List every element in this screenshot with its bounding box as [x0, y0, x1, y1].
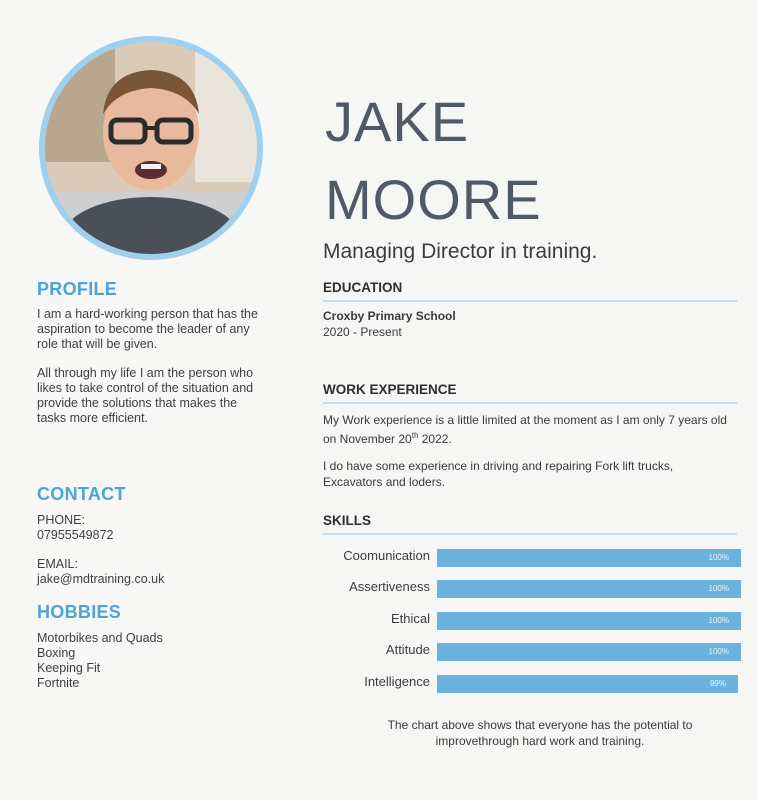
skill-bar	[437, 675, 738, 693]
work-p1-main: My Work experience is a little limited at the moment as I am only 7 years old on November 20	[323, 413, 727, 446]
skill-percent: 100%	[708, 647, 729, 656]
work-p1-end: 2022.	[418, 432, 452, 446]
skill-bar	[437, 580, 741, 598]
hobbies-list	[37, 631, 163, 691]
sidebar	[0, 0, 300, 800]
skill-percent: 100%	[708, 584, 729, 593]
profile-paragraph-1: I am a hard-working person that has the aspiration to become the leader of any role that will be given.	[37, 307, 258, 351]
skill-bar-track	[437, 612, 741, 630]
profile-photo-frame	[39, 36, 263, 260]
email-value: jake@mdtraining.co.uk	[37, 572, 165, 586]
first-name: JAKE	[325, 90, 470, 153]
hobby-item: Fortnite	[37, 676, 80, 690]
skill-label: Intelligence	[364, 674, 430, 689]
phone-value: 07955549872	[37, 528, 114, 542]
work-paragraph-2: I do have some experience in driving and repairing Fork lift trucks, Excavators and loders.	[323, 459, 674, 489]
education-heading: EDUCATION	[323, 280, 737, 302]
profile-photo	[45, 42, 257, 254]
work-p1-sup: th	[411, 431, 419, 440]
profile-heading: PROFILE	[37, 279, 118, 299]
hobby-item: Keeping Fit	[37, 661, 101, 675]
skill-percent: 100%	[708, 553, 729, 562]
skill-bar	[437, 549, 741, 567]
work-paragraph-1	[323, 412, 728, 447]
skill-bar-track	[437, 643, 741, 661]
work-heading: WORK EXPERIENCE	[323, 382, 737, 404]
skill-bar	[437, 612, 741, 630]
hobby-item: Motorbikes and Quads	[37, 631, 163, 645]
skills-heading: SKILLS	[323, 513, 737, 535]
contact-email	[37, 557, 164, 587]
skill-label: Attitude	[385, 642, 430, 657]
hobbies-heading: HOBBIES	[37, 602, 122, 622]
skill-bar-track	[437, 580, 741, 598]
skill-label: Assertiveness	[349, 579, 430, 594]
education-entry	[323, 308, 728, 340]
skill-percent: 99%	[709, 679, 726, 688]
education-dates: 2020 - Present	[323, 325, 402, 339]
skills-caption: The chart above shows that everyone has the potential to improvethrough hard work and training.	[387, 718, 693, 748]
last-name: MOORE	[325, 168, 542, 231]
skill-label: Coomunication	[343, 548, 430, 563]
school-name: Croxby Primary School	[323, 309, 456, 323]
profile-paragraph-2: All through my life I am the person who likes to take control of the situation and provide the solutions that makes the tasks more efficient.	[37, 366, 254, 425]
skill-percent: 100%	[708, 616, 729, 625]
role-title: Managing Director in training.	[323, 240, 598, 263]
phone-label: PHONE:	[37, 513, 85, 527]
skill-bar-track	[437, 549, 741, 567]
skill-bar-track	[437, 675, 741, 693]
contact-phone	[37, 513, 113, 543]
hobby-item: Boxing	[37, 646, 76, 660]
skill-label: Ethical	[390, 611, 430, 626]
skill-bar	[437, 643, 741, 661]
avatar	[45, 42, 257, 254]
contact-heading: CONTACT	[37, 484, 126, 504]
email-label: EMAIL:	[37, 557, 78, 571]
